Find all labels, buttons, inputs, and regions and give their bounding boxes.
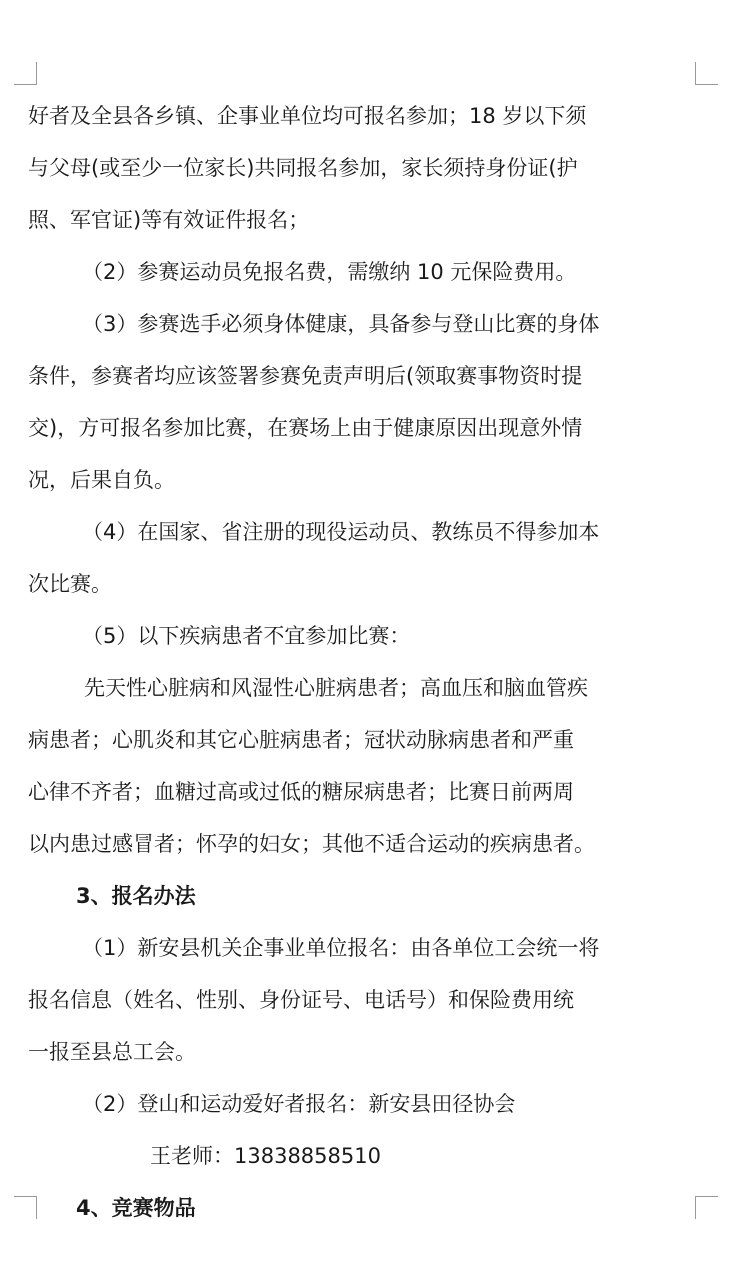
paragraph-line: 次比赛。 bbox=[28, 572, 112, 596]
disease-list-line: 以内患过感冒者；怀孕的妇女；其他不适合运动的疾病患者。 bbox=[28, 832, 595, 856]
document-body bbox=[28, 90, 700, 1234]
contact-line: 王老师：13838858510 bbox=[150, 1144, 381, 1168]
section-heading-items: 4、竞赛物品 bbox=[76, 1196, 196, 1220]
list-item-2: （2）参赛运动员免报名费，需缴纳 10 元保险费用。 bbox=[82, 260, 577, 284]
disease-list-line: 病患者；心肌炎和其它心脏病患者；冠状动脉病患者和严重 bbox=[28, 728, 574, 752]
paragraph-line: 一报至县总工会。 bbox=[28, 1040, 196, 1064]
list-item-3: （3）参赛选手必须身体健康，具备参与登山比赛的身体 bbox=[82, 312, 600, 336]
list-item-5: （5）以下疾病患者不宜参加比赛： bbox=[82, 624, 411, 648]
list-item-4: （4）在国家、省注册的现役运动员、教练员不得参加本 bbox=[82, 520, 600, 544]
page-corner-mark-top-left bbox=[14, 62, 37, 85]
section-heading-registration: 3、报名办法 bbox=[76, 884, 196, 908]
disease-list-line: 先天性心脏病和风湿性心脏病患者；高血压和脑血管疾 bbox=[84, 676, 588, 700]
registration-item-1: （1）新安县机关企事业单位报名：由各单位工会统一将 bbox=[82, 936, 600, 960]
paragraph-line: 交)，方可报名参加比赛，在赛场上由于健康原因出现意外情 bbox=[28, 416, 583, 440]
paragraph-line: 照、军官证)等有效证件报名； bbox=[28, 208, 310, 232]
paragraph-line: 条件，参赛者均应该签署参赛免责声明后(领取赛事物资时提 bbox=[28, 364, 583, 388]
registration-item-2: （2）登山和运动爱好者报名：新安县田径协会 bbox=[82, 1092, 516, 1116]
disease-list-line: 心律不齐者；血糖过高或过低的糖尿病患者；比赛日前两周 bbox=[28, 780, 574, 804]
paragraph-line: 报名信息（姓名、性别、身份证号、电话号）和保险费用统 bbox=[28, 988, 574, 1012]
page-corner-mark-top-right bbox=[695, 62, 718, 85]
paragraph-line: 况，后果自负。 bbox=[28, 468, 175, 492]
paragraph-line: 与父母(或至少一位家长)共同报名参加，家长须持身份证(护 bbox=[28, 156, 578, 180]
paragraph-line: 好者及全县各乡镇、企事业单位均可报名参加；18 岁以下须 bbox=[28, 104, 587, 128]
